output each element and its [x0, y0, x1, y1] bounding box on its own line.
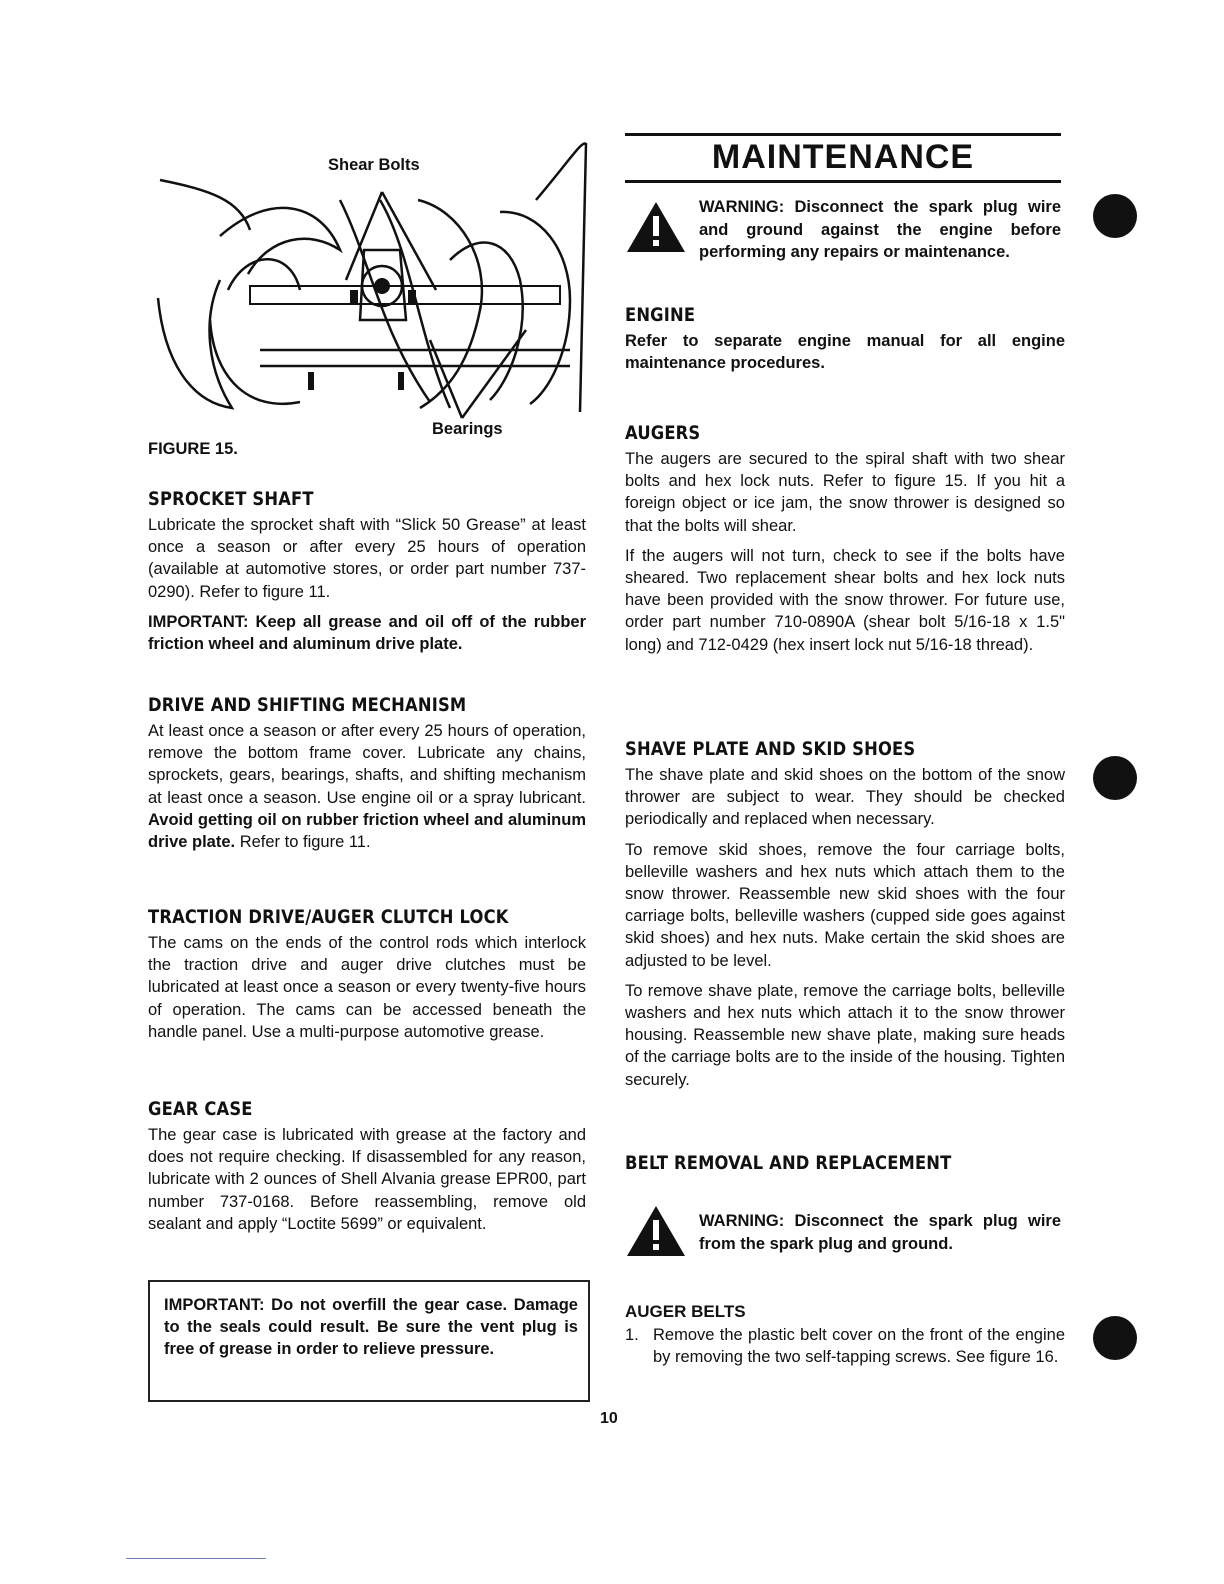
- shave-plate-text-3: To remove shave plate, remove the carriage bolts, belleville washers and hex nuts which attach it to the snow thrower housing. Reassemble new shave plate, making sure heads of the carriage bolts are to the inside of the housing. Tighten securely.: [625, 981, 1065, 1089]
- sprocket-shaft-heading: SPROCKET SHAFT: [148, 488, 314, 510]
- important-box-text: IMPORTANT: Do not overfill the gear case. Damage to the seals could result. Be sure the vent plug is free of grease in order to relieve pressure.: [164, 1296, 578, 1359]
- footer-line: [126, 1558, 266, 1559]
- step-text: Remove the plastic belt cover on the front of the engine by removing the two self-tapping screws. See figure 16.: [653, 1326, 1065, 1367]
- drive-shifting-text: [148, 720, 586, 853]
- augers-heading: AUGERS: [625, 422, 701, 444]
- important-box: [148, 1280, 590, 1402]
- warning-disconnect-text: WARNING: Disconnect the spark plug wire and ground against the engine before performing any repairs or maintenance.: [699, 198, 1061, 261]
- maintenance-rule-bottom: [625, 180, 1061, 183]
- shave-plate-heading: SHAVE PLATE AND SKID SHOES: [625, 738, 916, 760]
- section-belt-removal: [625, 1152, 1065, 1174]
- sprocket-shaft-text: Lubricate the sprocket shaft with “Slick 50 Grease” at least once a season or after every 25 hours of operation (available at automotive stores, or order part number 737-0290). Refer to figure 11.: [148, 516, 586, 601]
- auger-belts-heading: AUGER BELTS: [625, 1302, 746, 1321]
- page-number: 10: [600, 1410, 618, 1427]
- section-shave-plate: [625, 738, 1065, 1091]
- label-shear-bolts: Shear Bolts: [328, 156, 420, 174]
- drive-text-part2: Refer to figure 11.: [235, 833, 371, 852]
- gear-case-heading: GEAR CASE: [148, 1098, 253, 1120]
- registration-dot-icon: [1093, 756, 1137, 800]
- figure-15: [150, 140, 590, 460]
- sprocket-important-text: IMPORTANT: Keep all grease and oil off of the rubber friction wheel and aluminum drive plate.: [148, 612, 586, 654]
- section-traction-clutch: [148, 906, 586, 1043]
- section-gear-case: [148, 1098, 586, 1235]
- registration-dot-icon: [1093, 1316, 1137, 1360]
- section-augers: [625, 422, 1065, 656]
- warning-spark-plug: [625, 1200, 1061, 1258]
- traction-clutch-text: The cams on the ends of the control rods which interlock the traction drive and auger drive clutches must be lubricated at least once a season or every twenty-five hours of operation. The cams can be accessed beneath the handle panel. Use a multi-purpose automotive grease.: [148, 934, 586, 1041]
- label-bearings: Bearings: [432, 420, 503, 438]
- shave-plate-text-1: The shave plate and skid shoes on the bottom of the snow thrower are subject to wear. They should be checked periodically and replaced when necessary.: [625, 766, 1065, 829]
- list-item: [625, 1324, 1065, 1368]
- warning-spark-plug-text: WARNING: Disconnect the spark plug wire from the spark plug and ground.: [699, 1212, 1061, 1253]
- maintenance-rule-top: [625, 133, 1061, 136]
- page-title: MAINTENANCE: [711, 138, 975, 176]
- drive-text-bold: Avoid getting oil on rubber friction wheel and aluminum drive plate.: [148, 810, 586, 852]
- step-number: 1.: [625, 1326, 639, 1344]
- warning-disconnect: [625, 196, 1061, 264]
- figure-caption: FIGURE 15.: [148, 440, 238, 458]
- warning-triangle-icon: [625, 200, 687, 254]
- belt-removal-heading: BELT REMOVAL AND REPLACEMENT: [625, 1152, 952, 1174]
- drive-shifting-heading: DRIVE AND SHIFTING MECHANISM: [148, 694, 467, 716]
- auger-illustration: [150, 140, 590, 460]
- registration-dot-icon: [1093, 194, 1137, 238]
- augers-text-2: If the augers will not turn, check to see if the bolts have sheared. Two replacement shear bolts and hex lock nuts have been provided with the snow thrower. For future use, order part number 710-0890A (shear bolt 5/16-18 x 1.5" long) and 712-0429 (hex insert lock nut 5/16-18 thread).: [625, 546, 1065, 654]
- engine-heading: ENGINE: [625, 304, 696, 326]
- engine-text: Refer to separate engine manual for all engine maintenance procedures.: [625, 332, 1065, 373]
- shave-plate-text-2: To remove skid shoes, remove the four carriage bolts, belleville washers and hex nuts which attach them to the snow thrower. Reassemble new skid shoes with the four carriage bolts, belleville washers (cupped side goes against skid shoes) and hex nuts. Make certain the skid shoes are adjusted to be level.: [625, 840, 1065, 970]
- drive-text-part1: At least once a season or after every 25 hours of operation, remove the bottom frame cover. Lubricate any chains, sprockets, gears, bearings, shafts, and shifting mechanism at least once a season. Use engine oil or a spray lubricant.: [148, 722, 586, 807]
- section-sprocket-shaft: [148, 488, 586, 655]
- augers-text-1: The augers are secured to the spiral shaft with two shear bolts and hex lock nuts. Refer to figure 15. If you hit a foreign object or ice jam, the snow thrower is designed so that the bolts will shear.: [625, 450, 1065, 535]
- section-drive-shifting: [148, 694, 586, 853]
- warning-triangle-icon: [625, 1204, 687, 1258]
- section-engine: [625, 304, 1065, 374]
- section-auger-belts: [625, 1302, 1065, 1368]
- gear-case-text: The gear case is lubricated with grease at the factory and does not require checking. If disassembled for any reason, lubricate with 2 ounces of Shell Alvania grease EPR00, part number 737-0168. Before reassembling, remove old sealant and apply “Loctite 5699” or equivalent.: [148, 1126, 586, 1233]
- traction-clutch-heading: TRACTION DRIVE/AUGER CLUTCH LOCK: [148, 906, 509, 928]
